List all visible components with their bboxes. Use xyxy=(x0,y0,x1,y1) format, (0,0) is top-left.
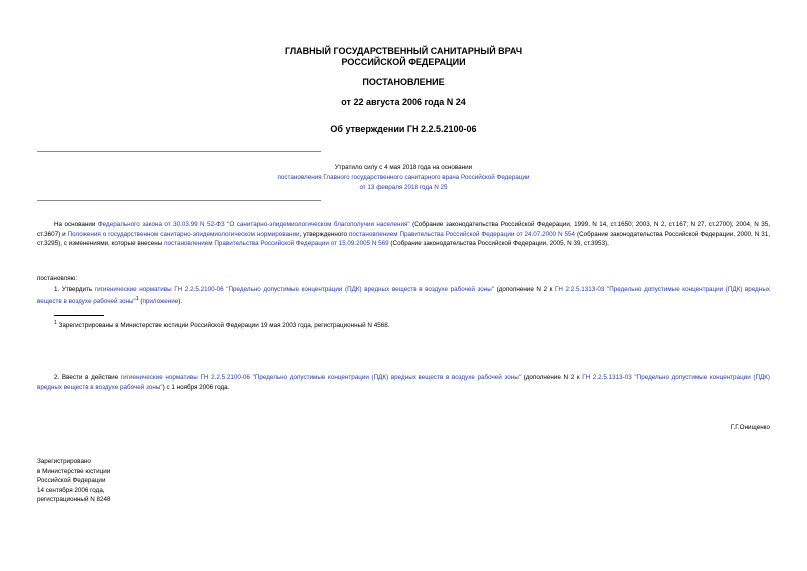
item-1-text: 1. Утвердить xyxy=(54,286,95,293)
item-2-text: ) с 1 ноября 2006 года. xyxy=(162,383,230,391)
item-1-text: ). xyxy=(178,297,183,305)
item-1-text: (дополнение N 2 к xyxy=(494,286,555,293)
item-2-gn-link[interactable]: ГН 2.2.5.1313-03 "Предельно допустимые концентрации (ПДК) вредных веществ в воздухе рабочей зоны" xyxy=(37,374,771,391)
item-2-paragraph xyxy=(37,373,770,392)
status-note-link-1[interactable]: постановления Главного государственного санитарного врача Российской Федерации xyxy=(277,174,530,181)
gov-decree-2-link[interactable]: постановлением Правительства Российской Федерации от 15.09.2005 N 569 xyxy=(164,240,389,248)
appendix-link[interactable]: приложение xyxy=(142,297,179,305)
registration-line-5: регистрационный N 8248 xyxy=(37,496,111,504)
footnote-divider xyxy=(54,315,104,316)
status-note-link-2[interactable]: от 13 февраля 2018 года N 25 xyxy=(359,184,448,191)
preamble-text: , утвержденного xyxy=(299,230,349,238)
registration-line-2: в Министерстве юстиции xyxy=(37,467,111,475)
signature: Г.Г.Онищенко xyxy=(730,424,770,431)
item-1-paragraph xyxy=(37,285,770,306)
preamble-paragraph xyxy=(37,220,770,249)
registration-line-4: 14 сентября 2006 года, xyxy=(37,486,105,494)
resolve-label: постановляю: xyxy=(37,275,78,282)
status-note-line: Утратило силу с 4 мая 2018 года на основании xyxy=(334,164,473,171)
registration-block xyxy=(37,457,111,505)
item-1-norms-link[interactable]: гигиенические нормативы ГН 2.2.5.2100-06 "Предельно допустимые концентрации (ПДК) вредных веществ в воздухе рабочей зоны" xyxy=(94,286,495,293)
registration-line-3: Российской Федерации xyxy=(37,477,106,485)
document-date-number: от 22 августа 2006 года N 24 xyxy=(341,97,466,107)
document-subject: Об утверждении ГН 2.2.5.2100-06 xyxy=(330,124,477,134)
item-2-text: 2. Ввести в действие xyxy=(54,374,121,381)
preamble-text: На основании xyxy=(54,221,98,228)
footnote xyxy=(54,319,389,331)
gov-decree-link[interactable]: постановлением Правительства Российской Федерации от 24.07.2000 N 554 xyxy=(348,230,576,238)
issuer-line-2: РОССИЙСКОЙ ФЕДЕРАЦИИ xyxy=(341,57,466,67)
item-1-gn-link[interactable]: ГН 2.2.5.1313-03 "Предельно допустимые концентрации (ПДК) вредных веществ в воздухе рабочей зоны" xyxy=(37,286,771,305)
regulation-link[interactable]: Положения о государственном санитарно-эпидемиологическом нормировании xyxy=(67,230,300,238)
top-divider xyxy=(37,151,321,152)
item-2-text: (дополнение N 2 к xyxy=(520,374,583,381)
bottom-divider xyxy=(37,200,321,201)
preamble-text: (Собрание законодательства Российской Федерации, 2000, N 31, ст.3295), с изменениями, которые внесены xyxy=(37,230,770,248)
registration-line-1: Зарегистрировано xyxy=(37,458,91,465)
law-link[interactable]: Федерального закона от 30.03.99 N 52-ФЗ "О санитарно-эпидемиологическом благополучии населения" xyxy=(97,221,410,228)
footnote-text: Зарегистрированы в Министерстве юстиции Российской Федерации 19 мая 2003 года, регистрационный N 4568. xyxy=(56,322,390,330)
footnote-mark: 1 xyxy=(54,320,57,326)
item-1-text: ( xyxy=(138,297,143,305)
preamble-text: (Собрание законодательства Российской Федерации, 1999, N 14, ст.1650; 2003, N 2, ст.167; N 27, ст.2700); 2004, N 35, ст.3607) и xyxy=(37,221,770,238)
issuer-line-1: ГЛАВНЫЙ ГОСУДАРСТВЕННЫЙ САНИТАРНЫЙ ВРАЧ xyxy=(284,46,523,56)
item-2-norms-link[interactable]: гигиенические нормативы ГН 2.2.5.2100-06 "Предельно допустимые концентрации (ПДК) вредных веществ в воздухе рабочей зоны" xyxy=(120,374,521,381)
document-type: ПОСТАНОВЛЕНИЕ xyxy=(362,77,445,87)
preamble-text: (Собрание законодательства Российской Федерации, 2005, N 39, ст.3953), xyxy=(388,240,609,248)
footnote-marker: 1 xyxy=(135,295,139,302)
